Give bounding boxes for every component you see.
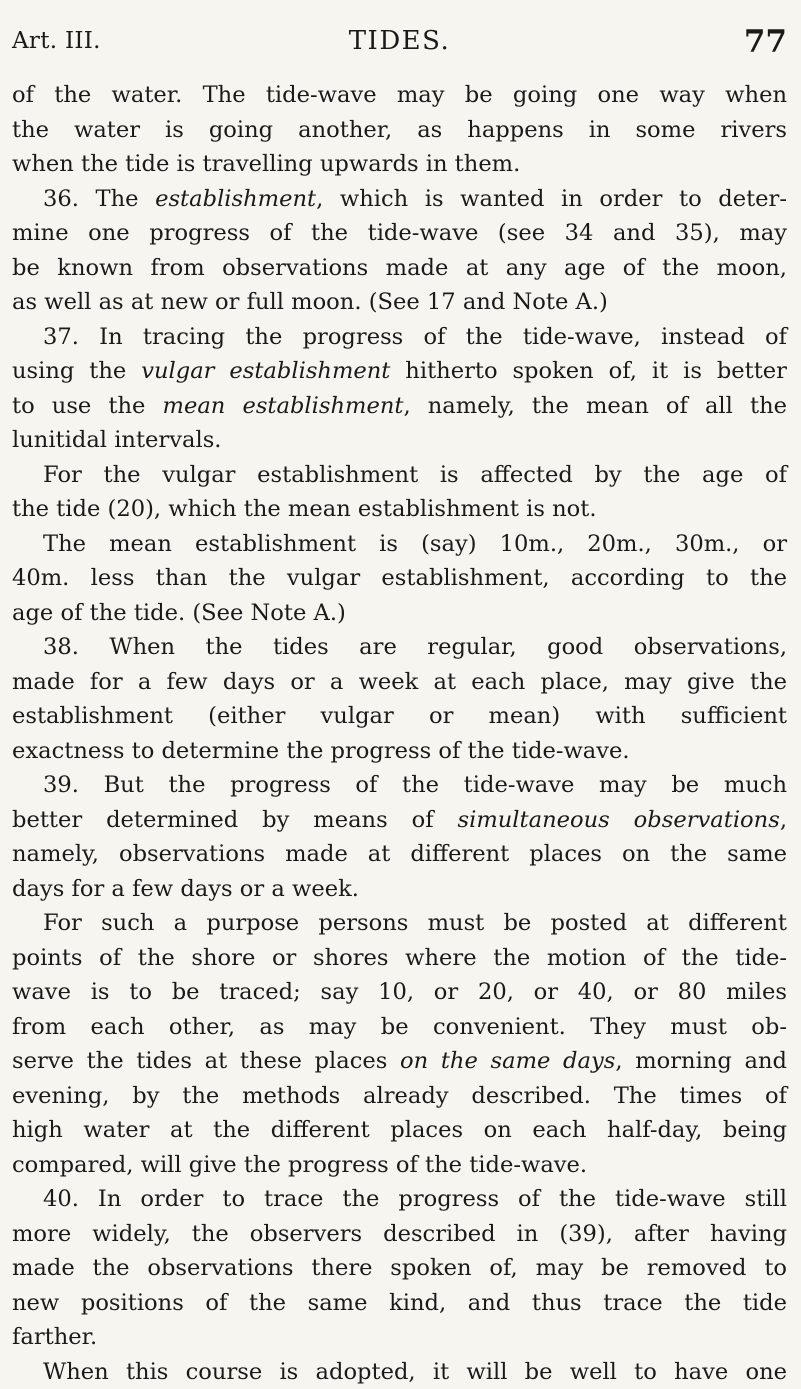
text-fragment: using the bbox=[12, 358, 141, 384]
text-fragment: serve the tides at these places bbox=[12, 1048, 400, 1074]
text-line: establishment (either vulgar or mean) with sufficient bbox=[12, 699, 787, 734]
italic-text: mean establishment bbox=[163, 393, 404, 419]
body-text bbox=[12, 78, 787, 1389]
text-line: mine one progress of the tide-wave (see 34 and 35), may bbox=[12, 216, 787, 251]
text-fragment: , bbox=[780, 807, 787, 833]
paragraph-37-line bbox=[12, 354, 787, 389]
text-fragment: to use the bbox=[12, 393, 163, 419]
text-line: age of the tide. (See Note A.) bbox=[12, 596, 787, 631]
text-line: 37. In tracing the progress of the tide-wave, instead of bbox=[12, 320, 787, 355]
text-line: lunitidal intervals. bbox=[12, 423, 787, 458]
text-line: of the water. The tide-wave may be going one way when bbox=[12, 78, 787, 113]
text-line: made the observations there spoken of, may be removed to bbox=[12, 1251, 787, 1286]
text-line: 38. When the tides are regular, good observations, bbox=[12, 630, 787, 665]
text-line: For such a purpose persons must be posted at different bbox=[12, 906, 787, 941]
text-line: 40. In order to trace the progress of the tide-wave still bbox=[12, 1182, 787, 1217]
paragraph-37-line bbox=[12, 389, 787, 424]
text-fragment: hitherto spoken of, it is better bbox=[390, 358, 787, 384]
text-line: 40m. less than the vulgar establishment, according to the bbox=[12, 561, 787, 596]
running-title: TIDES. bbox=[12, 26, 787, 56]
paragraph-39-line bbox=[12, 803, 787, 838]
text-line: farther. bbox=[12, 1320, 787, 1355]
text-line: the water is going another, as happens in some rivers bbox=[12, 113, 787, 148]
text-line: the tide (20), which the mean establishment is not. bbox=[12, 492, 787, 527]
text-fragment: 36. The bbox=[43, 186, 155, 212]
text-line: 39. But the progress of the tide-wave may be much bbox=[12, 768, 787, 803]
text-fragment: better determined by means of bbox=[12, 807, 458, 833]
text-line: from each other, as may be convenient. They must ob- bbox=[12, 1010, 787, 1045]
page-header bbox=[12, 24, 787, 64]
text-fragment: , which is wanted in order to deter- bbox=[316, 186, 787, 212]
text-line: exactness to determine the progress of the tide-wave. bbox=[12, 734, 787, 769]
text-line: wave is to be traced; say 10, or 20, or 40, or 80 miles bbox=[12, 975, 787, 1010]
italic-text: on the same days bbox=[400, 1048, 615, 1074]
text-line: namely, observations made at different places on the same bbox=[12, 837, 787, 872]
text-line: The mean establishment is (say) 10m., 20m., 30m., or bbox=[12, 527, 787, 562]
page-number: 77 bbox=[744, 24, 787, 60]
italic-text: simultaneous observations bbox=[458, 807, 780, 833]
text-line: when the tide is travelling upwards in them. bbox=[12, 147, 787, 182]
text-line: evening, by the methods already described. The times of bbox=[12, 1079, 787, 1114]
text-line: points of the shore or shores where the motion of the tide- bbox=[12, 941, 787, 976]
text-line: as well as at new or full moon. (See 17 and Note A.) bbox=[12, 285, 787, 320]
text-line: When this course is adopted, it will be well to have one bbox=[12, 1355, 787, 1389]
text-line: be known from observations made at any age of the moon, bbox=[12, 251, 787, 286]
paragraph-36-line bbox=[12, 182, 787, 217]
text-line: days for a few days or a week. bbox=[12, 872, 787, 907]
italic-text: establishment bbox=[155, 186, 316, 212]
text-line: compared, will give the progress of the tide-wave. bbox=[12, 1148, 787, 1183]
text-line: more widely, the observers described in (39), after having bbox=[12, 1217, 787, 1252]
article-label: Art. III. bbox=[12, 28, 101, 54]
text-fragment: , morning and bbox=[615, 1048, 787, 1074]
paragraph-39b-line bbox=[12, 1044, 787, 1079]
text-line: For the vulgar establishment is affected by the age of bbox=[12, 458, 787, 493]
text-line: made for a few days or a week at each place, may give the bbox=[12, 665, 787, 700]
text-line: new positions of the same kind, and thus trace the tide bbox=[12, 1286, 787, 1321]
text-line: high water at the different places on each half-day, being bbox=[12, 1113, 787, 1148]
italic-text: vulgar establishment bbox=[141, 358, 390, 384]
text-fragment: , namely, the mean of all the bbox=[403, 393, 787, 419]
